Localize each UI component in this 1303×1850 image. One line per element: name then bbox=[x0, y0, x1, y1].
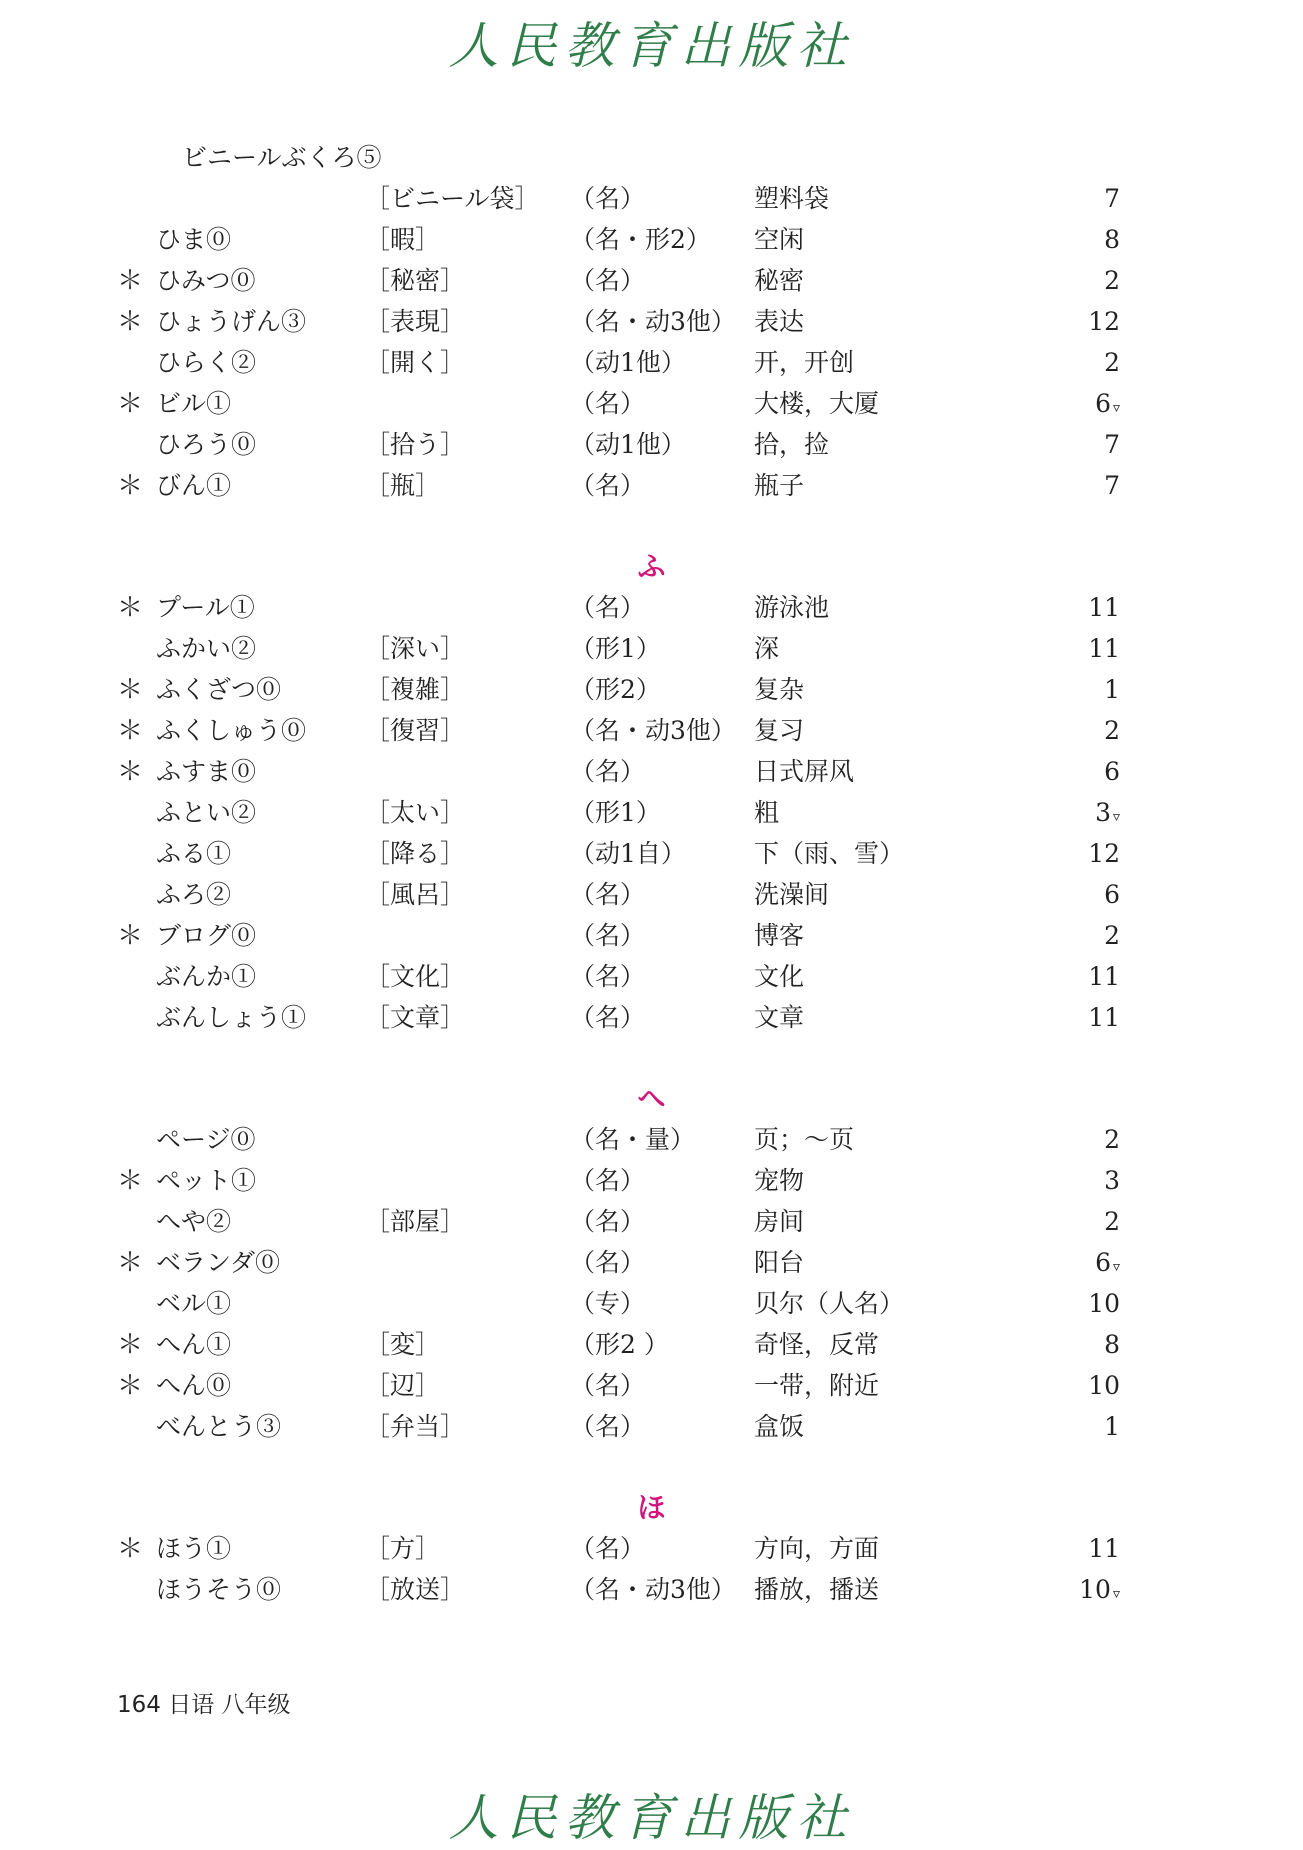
entry-lesson-number: 1 bbox=[1104, 675, 1120, 704]
entry-lesson-number: 7 bbox=[1104, 430, 1120, 459]
entry-kanji: ［放送］ bbox=[365, 1575, 466, 1604]
entry-part-of-speech: （名） bbox=[570, 921, 646, 950]
entry-kanji: ［部屋］ bbox=[365, 1207, 466, 1236]
vocab-entry bbox=[0, 261, 1303, 301]
extended-entry-mark: ▿ bbox=[1112, 1259, 1120, 1275]
entry-part-of-speech: （名） bbox=[570, 1412, 646, 1441]
entry-kana: へや② bbox=[156, 1207, 232, 1236]
entry-meaning: 贝尔（人名） bbox=[754, 1289, 905, 1318]
review-star: ＊ bbox=[117, 1534, 144, 1564]
entry-kanji: ［瓶］ bbox=[365, 471, 441, 500]
entry-meaning: 洗澡间 bbox=[754, 880, 830, 909]
entry-meaning: 表达 bbox=[754, 307, 805, 336]
entry-meaning: 空闲 bbox=[754, 225, 805, 254]
entry-kanji: ［太い］ bbox=[365, 798, 466, 827]
vocab-entry bbox=[0, 1407, 1303, 1447]
vocab-entry bbox=[0, 220, 1303, 260]
entry-lesson-number: 2 bbox=[1104, 348, 1120, 377]
entry-part-of-speech: （名） bbox=[570, 266, 646, 295]
entry-kana: ビニールぶくろ⑤ bbox=[182, 143, 382, 172]
entry-kanji: ［辺］ bbox=[365, 1371, 441, 1400]
entry-kanji: ［変］ bbox=[365, 1330, 441, 1359]
vocab-entry bbox=[0, 343, 1303, 383]
entry-lesson-number: 2 bbox=[1104, 921, 1120, 950]
entry-kanji: ［弁当］ bbox=[365, 1412, 466, 1441]
entry-part-of-speech: （名） bbox=[570, 1166, 646, 1195]
entry-meaning: 游泳池 bbox=[754, 593, 830, 622]
entry-lesson-number: 11 bbox=[1088, 1534, 1120, 1563]
entry-part-of-speech: （名・动3他） bbox=[570, 716, 736, 745]
review-star: ＊ bbox=[117, 389, 144, 419]
entry-kana: ベル① bbox=[156, 1289, 232, 1318]
entry-part-of-speech: （专） bbox=[570, 1289, 646, 1318]
entry-kana: ベランダ⓪ bbox=[156, 1248, 281, 1277]
section-heading: へ bbox=[637, 1082, 666, 1115]
vocab-entry-first bbox=[0, 138, 1303, 213]
extended-entry-mark: ▿ bbox=[1112, 1586, 1120, 1602]
vocab-entry bbox=[0, 425, 1303, 465]
entry-part-of-speech: （形2） bbox=[570, 675, 661, 704]
entry-lesson-number: 1 bbox=[1104, 1412, 1120, 1441]
entry-kanji: ［暇］ bbox=[365, 225, 441, 254]
entry-meaning: 播放，播送 bbox=[754, 1575, 880, 1604]
entry-lesson-number: 12 bbox=[1088, 839, 1120, 868]
entry-kana: ひょうげん③ bbox=[156, 307, 307, 336]
entry-kanji: ［風呂］ bbox=[365, 880, 466, 909]
entry-meaning: 阳台 bbox=[754, 1248, 805, 1277]
vocab-entry bbox=[0, 466, 1303, 506]
book-title: 日语 八年级 bbox=[168, 1692, 291, 1718]
entry-lesson-number: 8 bbox=[1104, 1330, 1120, 1359]
entry-kana: びん① bbox=[156, 471, 232, 500]
entry-meaning: 塑料袋 bbox=[754, 184, 830, 213]
entry-meaning: 下（雨、雪） bbox=[754, 839, 905, 868]
entry-kana: ふろ② bbox=[156, 880, 232, 909]
entry-meaning: 文化 bbox=[754, 962, 805, 991]
review-star: ＊ bbox=[117, 1330, 144, 1360]
entry-meaning: 日式屏风 bbox=[754, 757, 855, 786]
entry-part-of-speech: （名・动3他） bbox=[570, 307, 736, 336]
entry-meaning: 盒饭 bbox=[754, 1412, 805, 1441]
entry-part-of-speech: （名） bbox=[570, 593, 646, 622]
entry-kanji: ［拾う］ bbox=[365, 430, 466, 459]
entry-meaning: 复习 bbox=[754, 716, 805, 745]
entry-meaning: 复杂 bbox=[754, 675, 805, 704]
entry-meaning: 粗 bbox=[754, 798, 780, 827]
entry-meaning: 博客 bbox=[754, 921, 805, 950]
section-heading: ふ bbox=[637, 550, 666, 583]
review-star: ＊ bbox=[117, 757, 144, 787]
page-number: 164 bbox=[117, 1692, 161, 1718]
entry-kana: ふる① bbox=[156, 839, 232, 868]
entry-part-of-speech: （名） bbox=[570, 1534, 646, 1563]
entry-lesson-number: 7 bbox=[1104, 184, 1120, 213]
entry-kana: ひま⓪ bbox=[156, 225, 232, 254]
entry-lesson-number: 6 ▿ bbox=[1095, 1248, 1120, 1277]
vocab-entry bbox=[0, 793, 1303, 833]
page-footer bbox=[117, 1686, 291, 1719]
review-star: ＊ bbox=[117, 921, 144, 951]
entry-kanji: ［複雑］ bbox=[365, 675, 466, 704]
entry-part-of-speech: （名） bbox=[570, 757, 646, 786]
entry-meaning: 奇怪，反常 bbox=[754, 1330, 880, 1359]
vocab-entry bbox=[0, 1243, 1303, 1283]
entry-lesson-number: 11 bbox=[1088, 634, 1120, 663]
entry-part-of-speech: （名・量） bbox=[570, 1125, 696, 1154]
entry-kanji: ［秘密］ bbox=[365, 266, 466, 295]
entry-kana: ふくしゅう⓪ bbox=[156, 716, 307, 745]
entry-part-of-speech: （动1他） bbox=[570, 348, 686, 377]
entry-meaning: 方向，方面 bbox=[754, 1534, 880, 1563]
review-star: ＊ bbox=[117, 675, 144, 705]
entry-kana: ビル① bbox=[156, 389, 232, 418]
entry-kana: ブログ⓪ bbox=[156, 921, 257, 950]
vocab-entry bbox=[0, 916, 1303, 956]
vocab-entry bbox=[0, 957, 1303, 997]
vocab-entry bbox=[0, 1366, 1303, 1406]
entry-lesson-number: 6 ▿ bbox=[1095, 389, 1120, 418]
publisher-logo-top: 人民教育出版社 bbox=[448, 17, 855, 75]
entry-part-of-speech: （名） bbox=[570, 1207, 646, 1236]
review-star: ＊ bbox=[117, 1371, 144, 1401]
vocab-entry bbox=[0, 384, 1303, 424]
vocab-entry bbox=[0, 302, 1303, 342]
entry-kana: へん⓪ bbox=[156, 1371, 232, 1400]
vocab-entry bbox=[0, 711, 1303, 751]
vocab-entry bbox=[0, 1161, 1303, 1201]
entry-kanji: ［復習］ bbox=[365, 716, 466, 745]
entry-kanji: ［表現］ bbox=[365, 307, 466, 336]
review-star: ＊ bbox=[117, 307, 144, 337]
entry-part-of-speech: （名） bbox=[570, 184, 646, 213]
entry-kanji: ［開く］ bbox=[365, 348, 466, 377]
entry-kana: ふくざつ⓪ bbox=[156, 675, 282, 704]
section-heading: ほ bbox=[637, 1491, 666, 1524]
entry-kana: ふかい② bbox=[156, 634, 257, 663]
entry-kana: ページ⓪ bbox=[156, 1125, 256, 1154]
entry-part-of-speech: （形1） bbox=[570, 798, 661, 827]
entry-kanji: ［文化］ bbox=[365, 962, 466, 991]
entry-lesson-number: 2 bbox=[1104, 1125, 1120, 1154]
entry-lesson-number: 3 ▿ bbox=[1095, 798, 1120, 827]
entry-kana: ペット① bbox=[156, 1166, 257, 1195]
entry-lesson-number: 11 bbox=[1088, 593, 1120, 622]
review-star: ＊ bbox=[117, 1166, 144, 1196]
entry-part-of-speech: （名） bbox=[570, 1371, 646, 1400]
entry-meaning: 一带，附近 bbox=[754, 1371, 880, 1400]
entry-kanji: ［ビニール袋］ bbox=[365, 184, 540, 213]
entry-lesson-number: 3 bbox=[1104, 1166, 1120, 1195]
entry-lesson-number: 2 bbox=[1104, 1207, 1120, 1236]
entry-kana: ほう① bbox=[156, 1534, 232, 1563]
entry-part-of-speech: （名・动3他） bbox=[570, 1575, 736, 1604]
entry-meaning: 宠物 bbox=[754, 1166, 805, 1195]
entry-part-of-speech: （名） bbox=[570, 471, 646, 500]
entry-part-of-speech: （名） bbox=[570, 389, 646, 418]
entry-part-of-speech: （名） bbox=[570, 880, 646, 909]
vocab-entry bbox=[0, 752, 1303, 792]
review-star: ＊ bbox=[117, 471, 144, 501]
entry-kana: プール① bbox=[156, 593, 255, 622]
entry-part-of-speech: （名・形2） bbox=[570, 225, 711, 254]
entry-kana: ふとい② bbox=[156, 798, 257, 827]
entry-kana: べんとう③ bbox=[156, 1412, 282, 1441]
entry-kanji: ［文章］ bbox=[365, 1003, 466, 1032]
vocab-entry bbox=[0, 1120, 1303, 1160]
entry-part-of-speech: （名） bbox=[570, 1248, 646, 1277]
extended-entry-mark: ▿ bbox=[1112, 809, 1120, 825]
entry-part-of-speech: （动1他） bbox=[570, 430, 686, 459]
vocab-entry bbox=[0, 1570, 1303, 1610]
vocab-entry bbox=[0, 1529, 1303, 1569]
entry-lesson-number: 6 bbox=[1104, 757, 1120, 786]
vocab-entry bbox=[0, 834, 1303, 874]
vocab-entry bbox=[0, 670, 1303, 710]
review-star: ＊ bbox=[117, 716, 144, 746]
entry-kana: ほうそう⓪ bbox=[156, 1575, 282, 1604]
entry-meaning: 瓶子 bbox=[754, 471, 805, 500]
entry-lesson-number: 2 bbox=[1104, 716, 1120, 745]
entry-kana: ひみつ⓪ bbox=[156, 266, 256, 295]
entry-lesson-number: 10 ▿ bbox=[1079, 1575, 1120, 1604]
vocab-entry bbox=[0, 629, 1303, 669]
entry-lesson-number: 8 bbox=[1104, 225, 1120, 254]
entry-part-of-speech: （动1自） bbox=[570, 839, 686, 868]
entry-part-of-speech: （名） bbox=[570, 962, 646, 991]
review-star: ＊ bbox=[117, 266, 144, 296]
extended-entry-mark: ▿ bbox=[1112, 400, 1120, 416]
entry-lesson-number: 7 bbox=[1104, 471, 1120, 500]
entry-lesson-number: 10 bbox=[1088, 1289, 1120, 1318]
entry-lesson-number: 10 bbox=[1088, 1371, 1120, 1400]
entry-kanji: ［方］ bbox=[365, 1534, 441, 1563]
vocab-entry bbox=[0, 588, 1303, 628]
entry-part-of-speech: （名） bbox=[570, 1003, 646, 1032]
entry-kana: ひらく② bbox=[156, 348, 257, 377]
vocab-entry bbox=[0, 998, 1303, 1038]
entry-kana: ふすま⓪ bbox=[156, 757, 257, 786]
vocab-entry bbox=[0, 1284, 1303, 1324]
entry-lesson-number: 6 bbox=[1104, 880, 1120, 909]
entry-kanji: ［降る］ bbox=[365, 839, 466, 868]
entry-lesson-number: 11 bbox=[1088, 1003, 1120, 1032]
entry-meaning: 房间 bbox=[754, 1207, 805, 1236]
vocab-entry bbox=[0, 1325, 1303, 1365]
review-star: ＊ bbox=[117, 1248, 144, 1278]
entry-kana: ぶんか① bbox=[156, 962, 257, 991]
entry-part-of-speech: （形1） bbox=[570, 634, 661, 663]
review-star: ＊ bbox=[117, 593, 144, 623]
publisher-logo-bottom: 人民教育出版社 bbox=[448, 1789, 855, 1847]
vocab-entry bbox=[0, 1202, 1303, 1242]
entry-meaning: 拾，捡 bbox=[754, 430, 830, 459]
entry-meaning: 页；～页 bbox=[754, 1125, 855, 1154]
vocab-entry bbox=[0, 875, 1303, 915]
entry-kana: へん① bbox=[156, 1330, 232, 1359]
entry-kana: ひろう⓪ bbox=[156, 430, 257, 459]
entry-part-of-speech: （形2 ） bbox=[570, 1330, 669, 1359]
entry-lesson-number: 11 bbox=[1088, 962, 1120, 991]
entry-meaning: 文章 bbox=[754, 1003, 805, 1032]
entry-meaning: 大楼，大厦 bbox=[754, 389, 880, 418]
entry-lesson-number: 2 bbox=[1104, 266, 1120, 295]
entry-lesson-number: 12 bbox=[1088, 307, 1120, 336]
entry-kanji: ［深い］ bbox=[365, 634, 466, 663]
entry-meaning: 秘密 bbox=[754, 266, 805, 295]
entry-kana: ぶんしょう① bbox=[156, 1003, 307, 1032]
entry-meaning: 开，开创 bbox=[754, 348, 855, 377]
entry-meaning: 深 bbox=[754, 634, 780, 663]
